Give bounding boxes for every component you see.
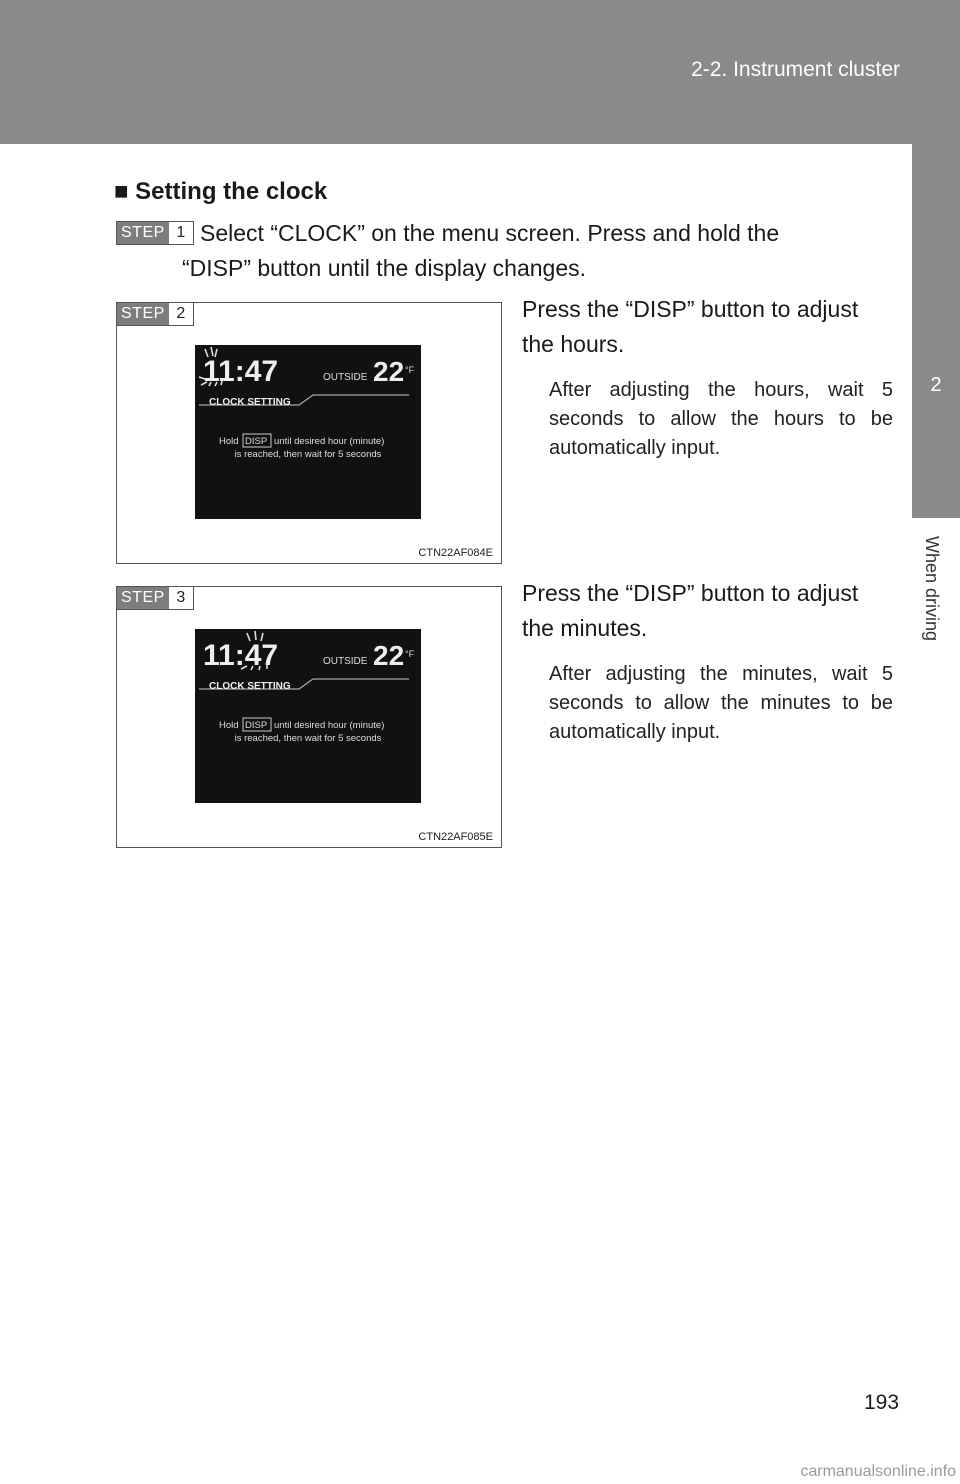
header-band	[0, 0, 960, 144]
hold-post: until desired hour (minute)	[274, 720, 385, 731]
step-1-badge	[116, 221, 194, 245]
hold-pre: Hold	[219, 436, 239, 447]
step-3-badge	[116, 586, 194, 610]
chapter-tab[interactable]	[912, 144, 960, 518]
figure-code: CTN22AF084E	[418, 547, 493, 559]
clock-setting-display	[195, 345, 421, 519]
step-1-text	[182, 216, 892, 286]
step-badge-word: STEP	[117, 303, 169, 325]
step-2-title: Press the “DISP” button to adjust the hours.	[522, 296, 859, 357]
step-badge-number: 2	[176, 305, 186, 322]
step-3-title: Press the “DISP” button to adjust the minutes.	[522, 580, 859, 641]
figure-code: CTN22AF085E	[418, 831, 493, 843]
mode-label: CLOCK SETTING	[209, 681, 291, 692]
outside-label: OUTSIDE	[323, 372, 368, 383]
step-badge-number: 1	[176, 224, 186, 241]
hold-key: DISP	[245, 436, 268, 447]
clock-time: 11:47	[203, 355, 279, 388]
step-1-text-line2: “DISP” button until the display changes.	[182, 255, 587, 281]
section-heading: ■ Setting the clock	[114, 178, 328, 205]
temp-unit: °F	[405, 365, 415, 375]
step-3-figure	[116, 586, 502, 848]
step-badge-word: STEP	[117, 587, 169, 609]
step-2-description: After adjusting the hours, wait 5 seconds to allow the hours to be automatically input.	[549, 379, 893, 459]
step-3-description: After adjusting the minutes, wait 5 seconds to allow the minutes to be automatically input.	[549, 663, 893, 743]
outside-label: OUTSIDE	[323, 656, 368, 667]
hold-post: until desired hour (minute)	[274, 436, 385, 447]
step-2-figure	[116, 302, 502, 564]
chapter-title: 2-2. Instrument cluster	[691, 58, 900, 81]
mode-label: CLOCK SETTING	[209, 397, 291, 408]
hold-pre: Hold	[219, 720, 239, 731]
page-number: 193	[864, 1391, 900, 1414]
chapter-tab-label: When driving	[922, 536, 942, 642]
step-badge-number: 3	[176, 589, 186, 606]
chapter-tab-number: 2	[930, 374, 942, 396]
hold-line2: is reached, then wait for 5 seconds	[234, 449, 382, 460]
step-badge-word: STEP	[117, 222, 169, 244]
display-graphic	[195, 345, 421, 519]
outside-temp: 22	[373, 356, 405, 387]
hold-key: DISP	[245, 720, 268, 731]
display-graphic	[195, 629, 421, 803]
step-2-badge	[116, 302, 194, 326]
clock-setting-display	[195, 629, 421, 803]
clock-time: 11:47	[203, 639, 279, 672]
outside-temp: 22	[373, 640, 405, 671]
hold-line2: is reached, then wait for 5 seconds	[234, 733, 382, 744]
temp-unit: °F	[405, 649, 415, 659]
watermark: carmanualsonline.info	[800, 1463, 956, 1480]
step-1-text-line1: Select “CLOCK” on the menu screen. Press and hold the	[200, 220, 780, 246]
